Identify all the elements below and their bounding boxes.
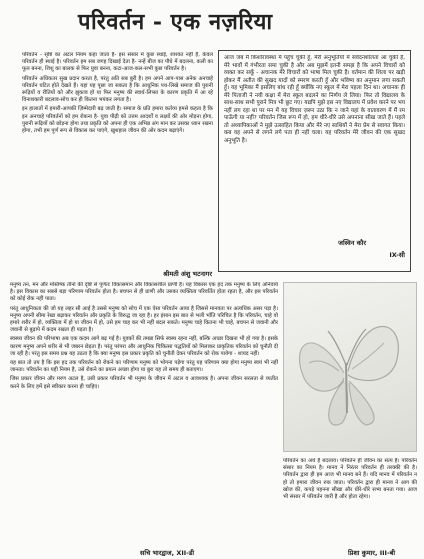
- boxed-article-text: आज जब मैं किशोरावस्था में पहुँच चुकी हूँ, मेरी अनुभूतियों में संवेदनशीलता आ चुकी है, मेरे भावों में गंभीरता समा चुकी है और अब मुझमें इतनी समझ है कि अपने विचारों को व्यक्त कर सकूँ - अचानक मेरे विचारों को भाषा मिल चुकी है। वर्तमान की शिला पर खड़ी होकर मैं अतीत की सुखद यादों को स्मरण करती हूँ और भविष्य का अनुमान लगा सकती हूँ। यह भूमिका मैं इसलिए बांध रही हूँ क्योंकि नए स्कूल में मेरा पहला दिन था। अचानक ही मेरे पिताजी ने नयी कक्षा में मेरा स्कूल बदलने का निर्णय ले लिया। फिर तो विद्यालय के साथ-साथ सभी पुराने मित्र भी छूट गए। यद्यपि मुझे इस नए विद्यालय में प्रवेश करने पर भय नहीं लग रहा था पर मन में यह विचार ज़रूर उठा कि न जाने यहां के वातावरण में मैं रम पाऊँगी या नहीं? परिवर्तन जिस रूप में हो, हम धीरे-धीरे उसे अपनाना सीख जाते हैं। पहले तो अध्यापिकाओं ने मुझे उत्साहित किया और मेरे नए साथियों ने मेरा प्रेम से स्वागत किया। कब वह अपने से लगने लगे पता ही नहीं चला। यह परिवर्तन मेरे जीवन की एक सुखद अनुभूति है।: [224, 55, 405, 144]
- side-article: परिवर्तन का अर्थ है बदलाव। परिवर्तन ही जीवन का सत्य है। परिवर्तन संसार का नियम है। मानव ने निरंतर परिवर्तन ही तरक्की की है। परिवर्तन द्वारा ही हम आज भी मानव बने हैं। यदि मानव में परिवर्तन न हो तो हमारा जीवन रुक जाता। परिवर्तन द्वारा ही मानव ने आग की खोज की, कपड़े पहनना सीखा और धीरे-धीरे सभ्य बनता गया। आज भी संसार में परिवर्तन जारी है और होता रहेगा।: [283, 458, 417, 501]
- left-article-author: श्रीमती अंशु भटनागर: [163, 270, 212, 278]
- left-article-paragraph: इन हालातों में हमारी-आपकी ज़िम्मेदारी बढ़ जाती है। समाज के प्रति हमारा कर्तव्य हमसे कहता है कि इन अनचाहे परिवर्तनों को हम रोकना है- युवा पीढ़ी को उत्तम आदर्शों व लक्ष्यों की ओर मोड़ना होगा, पुरानी रूढ़ियों को छोड़ना होगा तथा प्रकृति को अपना ही एक अभिन्न अंग मान कर उसका ध्यान रखना होगा, तभी हम पूर्ण रूप से विकास कर पाएंगे, खुशहाल जीवन की ओर कदम बढ़ाएंगे।: [22, 106, 213, 135]
- butterfly-sketch-image: [283, 282, 417, 452]
- bottom-article-paragraph: स्वस्थ्य जीवन की परिभाषा अब एक कदम आगे बढ़ गई है। युवकों की तमन्ना सिर्फ स्वस्थ रहना नहीं, बल्कि अच्छा दिखना भी हो गया है। इसके कारण मनुष्य अपने शरीर से भी जबरन छेड़ता है। परंतु परंपरा और आधुनिक चिकित्सा पद्धतियों को मिलाकर प्राकृतिक परिवर्तन को चुनौती दी जा रही है। परंतु इस समय प्रश्न यह उठता है कि क्या मनुष्य इस प्रकार प्रकृति को चुनौती देकर परिवर्तन को रोक पायेगा - शायद नहीं।: [10, 336, 278, 357]
- left-article: [22, 52, 213, 276]
- boxed-article-author: जस्विन कौर: [338, 239, 366, 247]
- boxed-article: [218, 50, 411, 272]
- bottom-article-paragraph: परंतु आधुनिकता की जो यह लहर सी आई है उससे मनुष्य को सोच में एक ऐसा परिवर्तन आया है जिससे मानवता पर अत्यधिक असर पड़ा है। मनुष्य अपनी सीमा रेखा बढ़ाकर परिवर्तन और प्रकृति के विरुद्ध जा रहा है। हर इंसान इस बात से भली भाँति परिचित है कि परिवर्तन, चाहे वो हमारे शरीर में हो, व्यक्तित्व में हो या जीवन में हो, उसे हम चाह कर भी नहीं बदल सकते। मनुष्य चाहे कितना भी चाहे, बचपन से जवानी और जवानी से बुढ़ापे में कदम रखता ही पड़ता है।: [10, 305, 278, 334]
- bottom-article: [10, 282, 278, 538]
- butterfly-sketch-icon: [284, 283, 417, 452]
- boxed-article-class: IX-सी: [389, 251, 405, 259]
- left-article-paragraph: परिवर्तन - सृष्टि का अटल नियम कहा जाता है- इस संसार में कुछ स्थाई, शाश्वत नहीं है, केवल परिवर्तन ही स्थाई है। परिवर्तन हम सब जगह दिखाई देता है- नन्हें बीज का पौधे में बदलना, कली का फूल बनना, शिशु का बालक से फिर युवा बनना, कटा-आज-कल-सभी कुछ परिवर्तन है।: [22, 52, 213, 73]
- side-article-author: प्रिशा कुमार, III-बी: [348, 549, 396, 557]
- page-title: परिवर्तन - एक नज़रिया: [78, 9, 273, 35]
- bottom-article-paragraph: यह बात तो तय है कि इस हद तक परिवर्तन को रोकने का परिणाम मनुष्य को भोगना पड़ेगा परंतु यह परिणाम क्या होगा मनुष्य स्वयं भी नहीं जानता। परिवर्तन का यही नियम है, उसे रोकने का प्रयत्न अच्छा होगा या बुरा यह तो समय ही बताएगा।: [10, 360, 278, 374]
- bottom-article-author: सचि भारद्वाज, XII-डी: [140, 549, 195, 557]
- left-article-paragraph: परिवर्तन अधिकतर सुख प्रदान करता है, परंतु अति सब बुरी है। हम अपने आप-पास अनेक अनचाहे परिवर्तन घटित होते देखते हैं। यहां यह पूछा जा सकता है कि आधुनिक पथ-लिखे समाज की पुरानी रूढ़ियों व रीतियों को और झुकाव हो या फिर मनुष्य की स्वार्थ-लिप्सा के कारण प्रकृति में आ रहे विनाशकारी बदलाव-सोच कर ही कितना भयंकर लगता है।: [22, 75, 213, 104]
- bottom-article-paragraph: मनुष्य तन, मन और मस्तिष्क तीनों की दृष्टि से पूर्णतः विकासमान और विकासशील प्राणी है। यह विकास एक हद तक मनुष्य के लिए अनिवार्य है। इस विकास का सबसे बड़ा परिणाम परिवर्तन होता है। बचपन से ही प्राणी और उसका व्यक्तित्व परिवर्तित होता रहता है, और इस परिवर्तन को कोई रोक नहीं पाता।: [10, 282, 278, 303]
- bottom-article-paragraph: जिस प्रकार जीवन और मरण अटल है, उसी प्रकार परिवर्तन भी मनुष्य के जीवन में अटल व आवश्यक है। अपना जीवन सरलता से व्यतीत करने के लिए हमें इसे स्वीकार करना ही चाहिए।: [10, 376, 278, 390]
